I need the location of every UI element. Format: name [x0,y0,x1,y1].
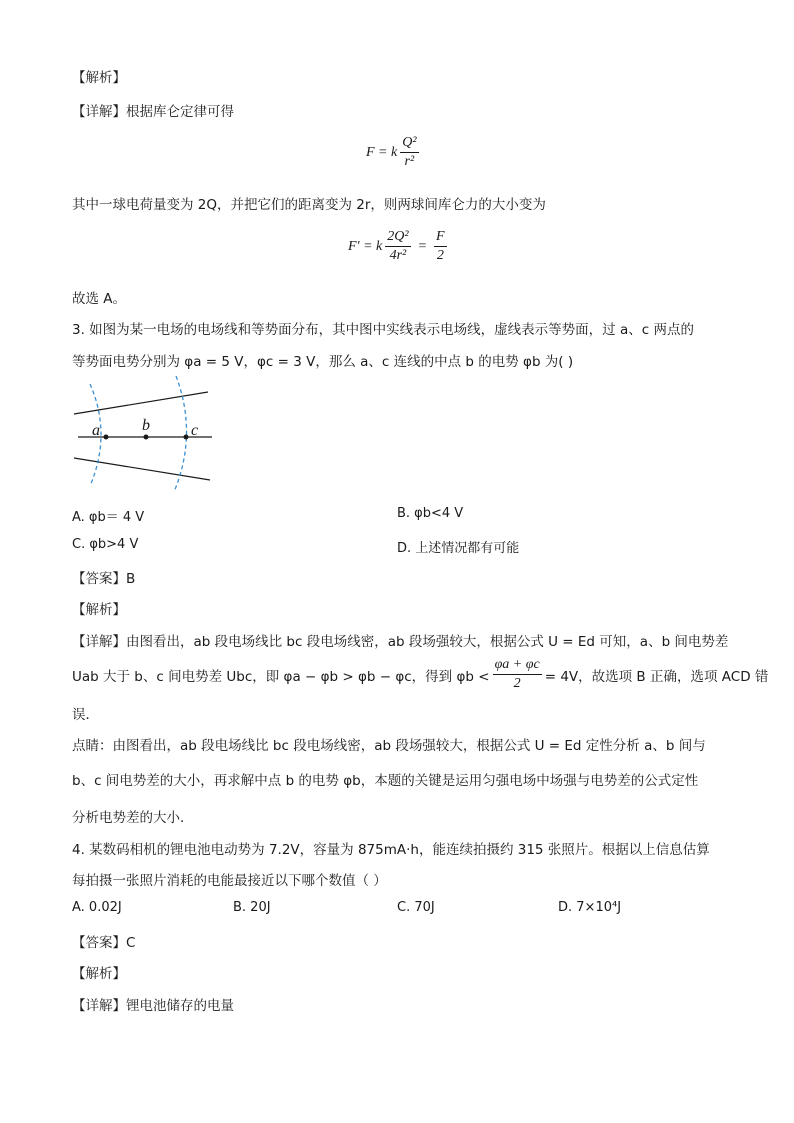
formula-fraction [400,134,418,171]
q3-stem-line2: 等势面电势分别为 φa = 5 V，φc = 3 V，那么 a、c 连线的中点 b 的电势 φb 为( ) [72,354,574,370]
q4-option-b[interactable]: B. 20J [233,900,271,915]
condition-text: 其中一球电荷量变为 2Q，并把它们的距离变为 2r，则两球间库仑力的大小变为 [72,197,546,213]
detail-line [72,100,234,120]
analysis-label: 【解析】 [72,70,126,86]
formula-denominator: 4r² [389,248,407,263]
q4-option-c[interactable]: C. 70J [397,900,435,915]
detail-label: 【详解】 [72,104,126,120]
electric-field-figure [70,372,220,496]
q3-detail-fraction [493,656,542,693]
q4-answer: 【答案】C [72,935,136,951]
q3-analysis-label: 【解析】 [72,602,126,618]
q3-detail-line2 [72,656,768,693]
field-line-top [74,392,208,414]
field-line-bottom [74,458,210,480]
formula-lhs: F′ = k [348,238,383,254]
q3-stem-line1: 3. 如图为某一电场的电场线和等势面分布，其中图中实线表示电场线，虚线表示等势面，过 a、c 两点的 [72,322,694,338]
q4-stem-line2: 每拍摄一张照片消耗的电能最接近以下哪个数值（ ） [72,873,387,889]
q4-detail: 【详解】锂电池储存的电量 [72,998,234,1014]
formula-numerator: 2Q² [385,228,410,247]
coulomb-formula [366,134,422,171]
q4-option-a[interactable]: A. 0.02J [72,900,122,915]
conclusion: 故选 A。 [72,291,127,307]
formula-denominator: 2 [436,248,444,263]
q3-detail-line2-start: Uab 大于 b、c 间电势差 Ubc，即 φa − φb > φb − φc，得到 φb < [72,668,490,685]
q3-detail-line3: 误． [72,707,99,723]
label-c: c [191,422,199,439]
q3-option-d[interactable]: D. 上述情况都有可能 [397,541,520,556]
point-b [144,435,149,440]
fraction-numerator: φa + φc [493,656,542,675]
q3-note-line2: b、c 间电势差的大小，再求解中点 b 的电势 φb，本题的关键是运用匀强电场中场强与电势差的公式定性 [72,773,699,789]
q3-option-a[interactable]: A. φb＝ 4 V [72,510,145,525]
q4-analysis-label: 【解析】 [72,966,126,982]
q3-detail-line1: 【详解】由图看出，ab 段电场线比 bc 段电场线密，ab 段场强较大，根据公式 U = Ed 可知，a、b 间电势差 [72,634,729,650]
q3-note-line3: 分析电势差的大小． [72,810,194,826]
formula-fraction [434,228,447,265]
formula-lhs: F = k [366,144,398,160]
q3-option-b[interactable]: B. φb<4 V [397,506,464,521]
point-a [104,435,109,440]
q3-detail-line2-end: = 4V，故选项 B 正确，选项 ACD 错 [544,668,769,685]
q3-answer: 【答案】B [72,571,136,587]
formula-numerator: Q² [400,134,418,153]
label-a: a [92,422,100,439]
label-b: b [142,417,150,434]
formula-fraction [385,228,410,265]
detail-text: 根据库仑定律可得 [126,104,234,120]
formula-numerator: F [434,228,447,247]
new-force-formula [348,228,450,265]
formula-denominator: r² [404,154,415,169]
q4-stem-line1: 4. 某数码相机的锂电池电动势为 7.2V，容量为 875mA·h，能连续拍摄约 315 张照片。根据以上信息估算 [72,842,710,858]
q4-option-d[interactable]: D. 7×10⁴J [558,900,622,915]
formula-equals: = [417,238,428,254]
fraction-denominator: 2 [513,676,521,691]
q3-note-line1: 点睛：由图看出，ab 段电场线比 bc 段电场线密，ab 段场强较大，根据公式 U = Ed 定性分析 a、b 间与 [72,738,706,754]
point-c [184,435,189,440]
q3-option-c[interactable]: C. φb>4 V [72,537,139,552]
